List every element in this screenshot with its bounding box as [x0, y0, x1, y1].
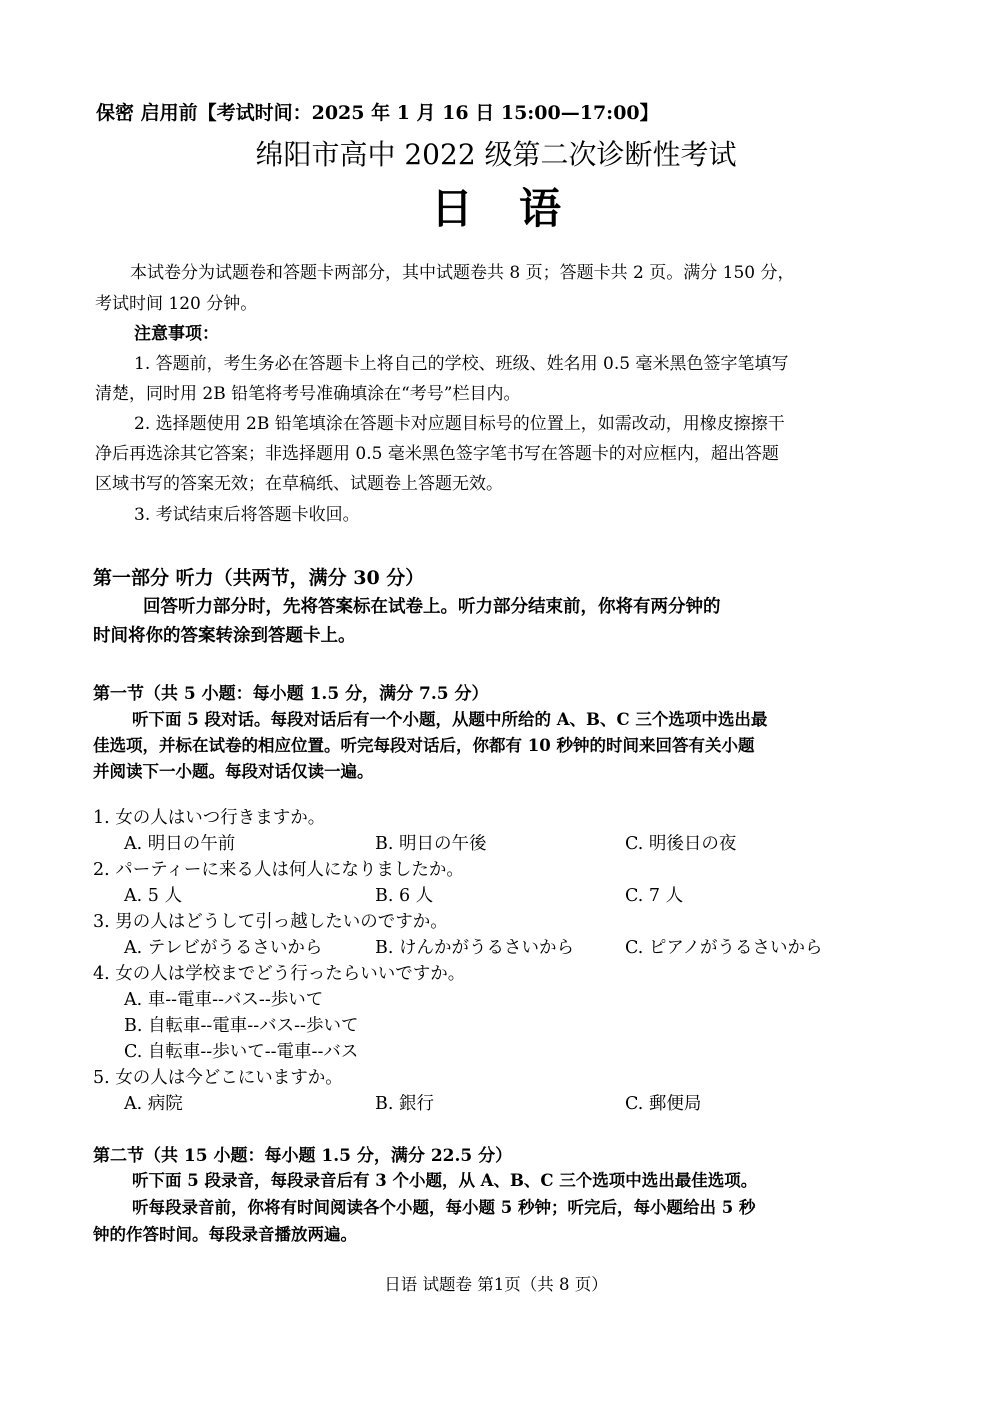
- question-5-option-b: B. 銀行: [375, 1094, 434, 1114]
- question-2-option-c: C. 7 人: [625, 886, 684, 906]
- question-3-stem: 3. 男の人はどうして引っ越したいのですか。: [93, 912, 448, 932]
- question-1-option-a: A. 明日の午前: [124, 834, 236, 854]
- notice-1-line-2: 清楚，同时用 2B 铅笔将考号准确填涂在“考号”栏目内。: [95, 384, 521, 404]
- notice-3-line-1: 3. 考试结束后将答题卡收回。: [134, 505, 360, 525]
- question-4-option-c: C. 自転車--歩いて--電車--バス: [124, 1042, 359, 1062]
- subject-title: 日语: [430, 184, 607, 233]
- section1-desc-line-3: 并阅读下一小题。每段对话仅读一遍。: [93, 762, 374, 781]
- question-3-option-b: B. けんかがうるさいから: [375, 938, 574, 958]
- intro-line-2: 考试时间 120 分钟。: [95, 294, 258, 314]
- part1-title: 第一部分 听力（共两节，满分 30 分）: [93, 567, 425, 589]
- section1-title: 第一节（共 5 小题：每小题 1.5 分，满分 7.5 分）: [93, 684, 489, 704]
- section2-title: 第二节（共 15 小题：每小题 1.5 分，满分 22.5 分）: [93, 1146, 513, 1166]
- intro-line-1: 本试卷分为试题卷和答题卡两部分，其中试题卷共 8 页；答题卡共 2 页。满分 150 分，: [130, 263, 795, 283]
- question-2-stem: 2. パーティーに来る人は何人になりましたか。: [93, 860, 464, 880]
- question-4-stem: 4. 女の人は学校までどう行ったらいいですか。: [93, 964, 466, 984]
- question-1-option-b: B. 明日の午後: [375, 834, 487, 854]
- page-footer: 日语 试题卷 第1页（共 8 页）: [384, 1275, 608, 1294]
- section2-desc-line-1: 听下面 5 段录音，每段录音后有 3 个小题，从 A、B、C 三个选项中选出最佳选项。: [132, 1171, 758, 1190]
- part1-desc-line-1: 回答听力部分时，先将答案标在试卷上。听力部分结束前，你将有两分钟的: [143, 597, 721, 617]
- question-3-option-c: C. ピアノがうるさいから: [625, 938, 823, 958]
- question-5-stem: 5. 女の人は今どこにいますか。: [93, 1068, 343, 1088]
- part1-desc-line-2: 时间将你的答案转涂到答题卡上。: [93, 626, 356, 646]
- section2-desc-line-3: 钟的作答时间。每段录音播放两遍。: [93, 1225, 357, 1244]
- question-3-option-a: A. テレビがうるさいから: [124, 938, 323, 958]
- question-5-option-c: C. 郵便局: [625, 1094, 702, 1114]
- question-4-option-b: B. 自転車--電車--バス--歩いて: [124, 1016, 359, 1036]
- notice-2-line-1: 2. 选择题使用 2B 铅笔填涂在答题卡对应题目标号的位置上，如需改动，用橡皮擦擦干: [134, 414, 785, 434]
- exam-time-header: 保密 启用前【考试时间：2025 年 1 月 16 日 15:00—17:00】: [96, 102, 659, 124]
- notice-2-line-2: 净后再选涂其它答案；非选择题用 0.5 毫米黑色签字笔书写在答题卡的对应框内，超出答题: [95, 444, 779, 464]
- question-2-option-a: A. 5 人: [124, 886, 182, 906]
- question-5-option-a: A. 病院: [124, 1094, 183, 1114]
- notice-1-line-1: 1. 答题前，考生务必在答题卡上将自己的学校、班级、姓名用 0.5 毫米黑色签字笔填写: [134, 354, 789, 374]
- notice-2-line-3: 区域书写的答案无效；在草稿纸、试题卷上答题无效。: [95, 474, 503, 494]
- question-2-option-b: B. 6 人: [375, 886, 434, 906]
- notice-title: 注意事项：: [134, 324, 219, 344]
- section1-desc-line-2: 佳选项，并标在试卷的相应位置。听完每段对话后，你都有 10 秒钟的时间来回答有关小题: [93, 736, 755, 755]
- question-4-option-a: A. 車--電車--バス--歩いて: [124, 990, 324, 1010]
- question-1-stem: 1. 女の人はいつ行きますか。: [93, 808, 326, 828]
- section1-desc-line-1: 听下面 5 段对话。每段对话后有一个小题，从题中所给的 A、B、C 三个选项中选出最: [132, 710, 768, 729]
- question-1-option-c: C. 明後日の夜: [625, 834, 737, 854]
- section2-desc-line-2: 听每段录音前，你将有时间阅读各个小题，每小题 5 秒钟；听完后，每小题给出 5 秒: [132, 1198, 756, 1217]
- exam-title: 绵阳市高中 2022 级第二次诊断性考试: [255, 138, 737, 171]
